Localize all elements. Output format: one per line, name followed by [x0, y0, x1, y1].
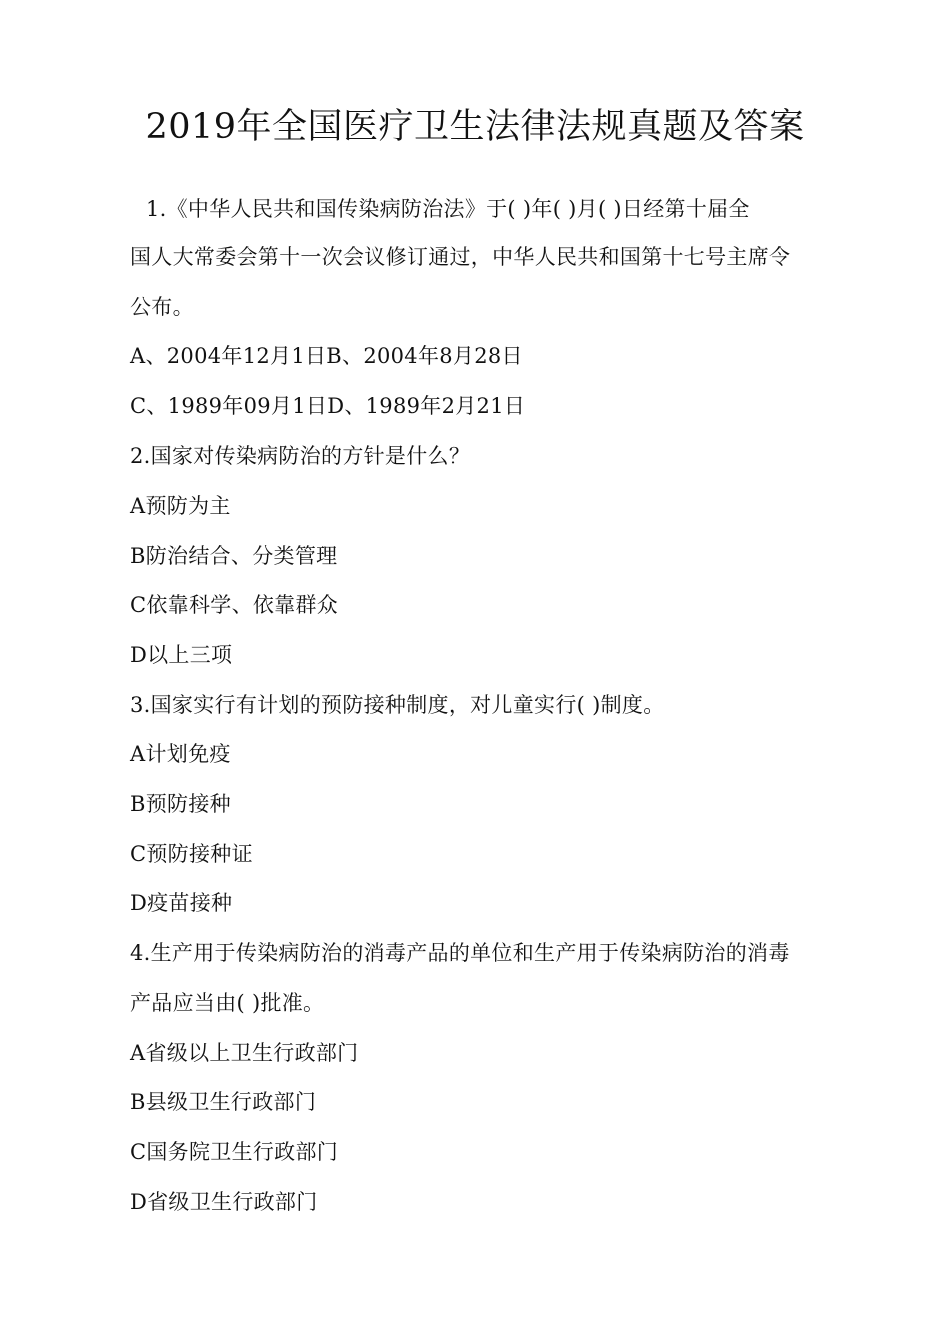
question-4-option-b: B县级卫生行政部门 — [130, 1090, 317, 1114]
question-2-option-d: D以上三项 — [130, 643, 233, 667]
question-4-option-c: C国务院卫生行政部门 — [130, 1140, 339, 1164]
question-3-text: 3.国家实行有计划的预防接种制度，对儿童实行( )制度。 — [130, 693, 665, 717]
question-4-line-1: 4.生产用于传染病防治的消毒产品的单位和生产用于传染病防治的消毒 — [130, 941, 790, 965]
question-1-line-3: 公布。 — [130, 295, 194, 319]
question-3-option-b: B预防接种 — [130, 792, 231, 816]
question-1-options-cd: C、1989年09月1日D、1989年2月21日 — [130, 394, 526, 418]
question-2-option-b: B防治结合、分类管理 — [130, 544, 338, 568]
question-1-options-ab: A、2004年12月1日B、2004年8月28日 — [130, 344, 523, 368]
question-3-option-c: C预防接种证 — [130, 842, 253, 866]
question-4-option-a: A省级以上卫生行政部门 — [130, 1041, 359, 1065]
question-4-option-d: D省级卫生行政部门 — [130, 1190, 318, 1214]
question-2-option-c: C依靠科学、依靠群众 — [130, 593, 339, 617]
question-1-line-1: 1.《中华人民共和国传染病防治法》于( )年( )月( )日经第十届全 — [146, 197, 750, 221]
question-4-line-2: 产品应当由( )批准。 — [130, 991, 325, 1015]
question-2-option-a: A预防为主 — [130, 494, 231, 518]
question-3-option-d: D疫苗接种 — [130, 891, 233, 915]
document-title: 2019年全国医疗卫生法律法规真题及答案 — [145, 107, 805, 147]
question-1-line-2: 国人大常委会第十一次会议修订通过，中华人民共和国第十七号主席令 — [130, 245, 791, 269]
question-2-text: 2.国家对传染病防治的方针是什么？ — [130, 444, 471, 468]
question-3-option-a: A计划免疫 — [130, 742, 231, 766]
